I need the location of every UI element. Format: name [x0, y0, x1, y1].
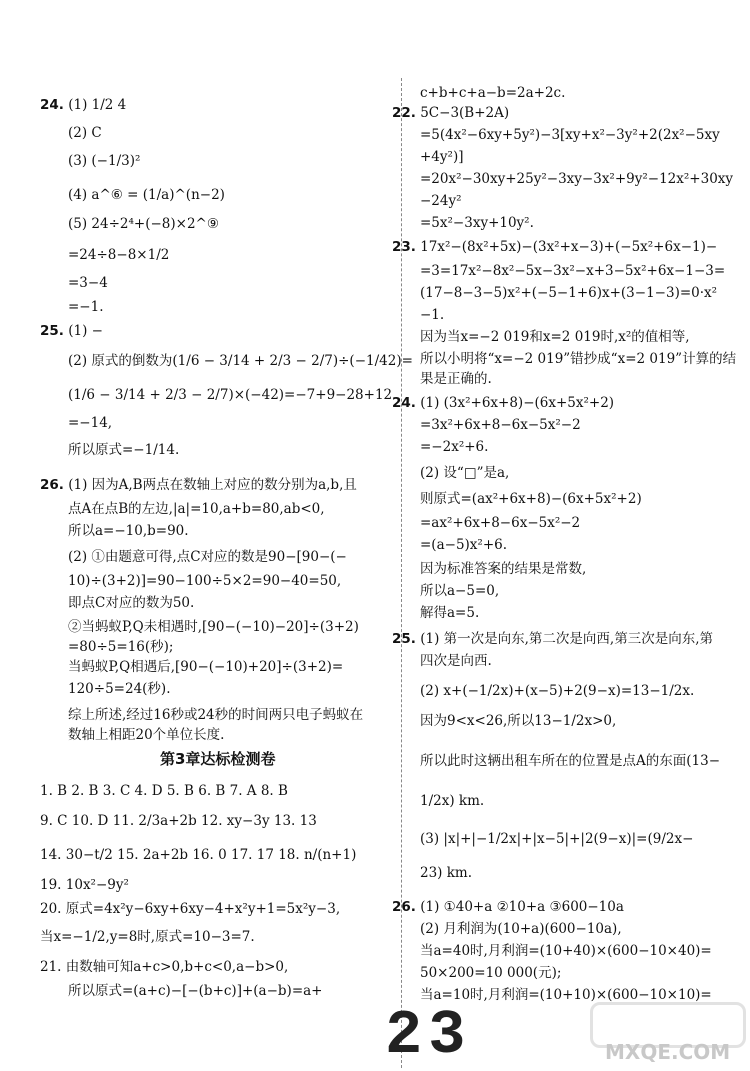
text-line	[420, 682, 694, 700]
answer-line: 当x=−1/2,y=8时,原式=10−3=7.	[40, 929, 255, 945]
answer-line: 14. 30−t/2 15. 2a+2b 16. 0 17. 17 18. n/(n+1)	[40, 847, 357, 863]
line-text: 点A在点B的左边,|a|=10,a+b=80,ab<0,	[68, 501, 325, 517]
line-text: =80÷5=16(秒);	[68, 639, 174, 655]
line-text: 所以小明将“x=−2 019”错抄成“x=2 019”计算的结	[420, 351, 737, 367]
line-text: 因为9<x<26,所以13−1/2x>0,	[420, 713, 617, 729]
text-line	[392, 394, 614, 412]
column-divider	[401, 78, 402, 1068]
line-text: 当a=10时,月利润=(10+10)×(600−10×10)=	[420, 987, 712, 1003]
line-text: (3) (−1/3)²	[68, 153, 141, 169]
line-text: 当蚂蚁P,Q相遇后,[90−(−10)+20]÷(3+2)=	[68, 659, 344, 675]
text-line	[420, 126, 720, 144]
text-line	[420, 942, 712, 960]
line-text: 因为当x=−2 019和x=2 019时,x²的值相等,	[420, 329, 690, 345]
section-title: 第3章达标检测卷	[160, 750, 276, 768]
line-text: 所以此时这辆出租车所在的位置是点A的东面(13−	[420, 753, 721, 769]
answer-line: 19. 10x²−9y²	[40, 877, 129, 893]
line-text: 则原式=(ax²+6x+8)−(6x+5x²+2)	[420, 491, 642, 507]
text-line	[40, 322, 103, 340]
question-number: 25.	[392, 631, 416, 647]
line-text: 23) km.	[420, 865, 473, 881]
text-line	[68, 500, 325, 518]
line-text: (2) 设“□”是a,	[420, 465, 510, 481]
question-number: 23.	[392, 239, 416, 255]
line-text: (2) x+(−1/2x)+(x−5)+2(9−x)=13−1/2x.	[420, 683, 695, 699]
text-line	[68, 706, 363, 724]
line-text: 四次是向西.	[420, 653, 492, 669]
text-line	[68, 298, 104, 316]
line-text: 综上所述,经过16秒或24秒的时间两只电子蚂蚁在	[68, 707, 364, 723]
line-text: =24÷8−8×1/2	[68, 247, 170, 263]
text-line	[420, 416, 581, 434]
text-line	[68, 572, 341, 590]
question-number: 24.	[40, 97, 64, 113]
line-text: 因为标准答案的结果是常数,	[420, 561, 587, 577]
line-text: 所以a−5=0,	[420, 583, 500, 599]
text-line	[420, 582, 499, 600]
question-number: 26.	[40, 477, 64, 493]
answer-line: 21. 由数轴可知a+c>0,b+c<0,a−b>0,	[40, 959, 289, 975]
line-text: (1) 第一次是向东,第二次是向西,第三次是向东,第	[420, 631, 714, 647]
text-line	[420, 864, 472, 882]
text-line	[40, 476, 357, 494]
line-text: c+b+c+a−b=2a+2c.	[420, 85, 566, 101]
text-line	[68, 246, 169, 264]
line-text: 所以原式=−1/14.	[68, 442, 180, 458]
text-line	[68, 594, 194, 612]
line-text: =3=17x²−8x²−5x−3x²−x+3−5x²+6x−1−3=	[420, 263, 726, 279]
line-text: =ax²+6x+8−6x−5x²−2	[420, 515, 581, 531]
line-text: (4) a^⑥ = (1/a)^(n−2)	[68, 187, 225, 203]
text-line	[420, 262, 725, 280]
text-line	[392, 104, 509, 122]
line-text: 10)÷(3+2)]=90−100÷5×2=90−40=50,	[68, 573, 342, 589]
text-line	[40, 96, 126, 114]
line-text: (3) |x|+|−1/2x|+|x−5|+|2(9−x)|=(9/2x−	[420, 831, 694, 847]
question-number: 25.	[40, 323, 64, 339]
text-line	[68, 726, 224, 744]
answer-line: 1. B 2. B 3. C 4. D 5. B 6. B 7. A 8. B	[40, 783, 288, 799]
page-number: 23	[385, 1000, 472, 1071]
text-line	[392, 898, 624, 916]
text-line	[420, 328, 690, 346]
text-line	[420, 560, 586, 578]
text-line	[420, 792, 484, 810]
text-line	[68, 352, 413, 370]
line-text: =20x²−30xy+25y²−3xy−3x²+9y²−12x²+30xy	[420, 171, 734, 187]
text-line	[420, 464, 509, 482]
text-line	[68, 548, 347, 566]
text-line	[420, 490, 642, 508]
line-text: =−1.	[68, 299, 104, 315]
line-text: 50×200=10 000(元);	[420, 965, 562, 981]
text-line	[420, 192, 462, 210]
line-text: (17−8−3−5)x²+(−5−1+6)x+(3−1−3)=0·x²	[420, 285, 718, 301]
line-text: 当a=40时,月利润=(10+40)×(600−10×40)=	[420, 943, 712, 959]
line-text: 120÷5=24(秒).	[68, 681, 171, 697]
text-line	[420, 652, 492, 670]
text-line	[68, 124, 102, 142]
text-line	[68, 658, 343, 676]
text-line	[68, 680, 170, 698]
text-line	[68, 152, 140, 170]
text-line	[420, 370, 492, 388]
question-number: 24.	[392, 395, 416, 411]
text-line	[68, 618, 359, 636]
line-text: (1) 因为A,B两点在数轴上对应的数分别为a,b,且	[68, 477, 357, 493]
text-line	[420, 438, 488, 456]
line-text: =−14,	[68, 415, 113, 431]
text-line	[68, 441, 179, 459]
line-text: 果是正确的.	[420, 371, 492, 387]
line-text: (1) ①40+a ②10+a ③600−10a	[420, 899, 624, 915]
text-line	[68, 414, 112, 432]
line-text: (1) (3x²+6x+8)−(6x+5x²+2)	[420, 395, 615, 411]
question-number: 26.	[392, 899, 416, 915]
line-text: 解得a=5.	[420, 605, 480, 621]
line-text: 17x²−(8x²+5x)−(3x²+x−3)+(−5x²+6x−1)−	[420, 239, 718, 255]
line-text: (2) ①由题意可得,点C对应的数是90−[90−(−	[68, 549, 347, 565]
line-text: +4y²)]	[420, 149, 464, 165]
text-line	[420, 306, 444, 324]
line-text: 数轴上相距20个单位长度.	[68, 727, 225, 743]
text-line	[420, 350, 736, 368]
line-text: −1.	[420, 307, 445, 323]
text-line	[68, 386, 392, 404]
text-line	[392, 630, 713, 648]
line-text: =−2x²+6.	[420, 439, 489, 455]
line-text: ②当蚂蚁P,Q未相遇时,[90−(−10)−20]÷(3+2)	[68, 619, 359, 635]
answer-line: 所以原式=(a+c)−[−(b+c)]+(a−b)=a+	[68, 983, 323, 999]
text-line	[420, 712, 616, 730]
text-line	[68, 522, 189, 540]
line-text: =5x²−3xy+10y².	[420, 215, 534, 231]
text-line	[420, 214, 534, 232]
text-line	[68, 186, 225, 204]
text-line	[420, 536, 507, 554]
line-text: (2) 月利润为(10+a)(600−10a),	[420, 921, 622, 937]
line-text: =3−4	[68, 275, 108, 291]
line-text: (5) 24÷2⁴+(−8)×2^⑨	[68, 216, 219, 232]
line-text: =(a−5)x²+6.	[420, 537, 508, 553]
text-line	[420, 148, 463, 166]
watermark: MXQE.COM	[605, 1040, 731, 1064]
answer-line: 9. C 10. D 11. 2/3a+2b 12. xy−3y 13. 13	[40, 813, 317, 829]
text-line	[420, 284, 717, 302]
line-text: (2) C	[68, 125, 102, 141]
text-line	[420, 920, 622, 938]
line-text: 即点C对应的数为50.	[68, 595, 195, 611]
line-text: (1) −	[68, 323, 103, 339]
text-line	[68, 638, 173, 656]
text-line	[68, 215, 219, 233]
text-line	[392, 238, 717, 256]
text-line	[420, 964, 561, 982]
text-line	[68, 274, 108, 292]
line-text: =5(4x²−6xy+5y²)−3[xy+x²−3y²+2(2x²−5xy	[420, 127, 720, 143]
line-text: =3x²+6x+8−6x−5x²−2	[420, 417, 581, 433]
line-text: 1/2x) km.	[420, 793, 485, 809]
line-text: −24y²	[420, 193, 462, 209]
line-text: (1) 1/2 4	[68, 97, 127, 113]
text-line	[420, 830, 693, 848]
text-line	[420, 514, 580, 532]
line-text: (1/6 − 3/14 + 2/3 − 2/7)×(−42)=−7+9−28+12	[68, 387, 393, 403]
question-number: 22.	[392, 105, 416, 121]
answer-line: 20. 原式=4x²y−6xy+6xy−4+x²y+1=5x²y−3,	[40, 901, 341, 917]
text-line	[420, 170, 733, 188]
text-line	[420, 752, 720, 770]
line-text: 所以a=−10,b=90.	[68, 523, 189, 539]
line-text: 5C−3(B+2A)	[420, 105, 510, 121]
text-line	[420, 84, 565, 102]
text-line	[420, 604, 479, 622]
line-text: (2) 原式的倒数为(1/6 − 3/14 + 2/3 − 2/7)÷(−1/42)=	[68, 353, 413, 369]
